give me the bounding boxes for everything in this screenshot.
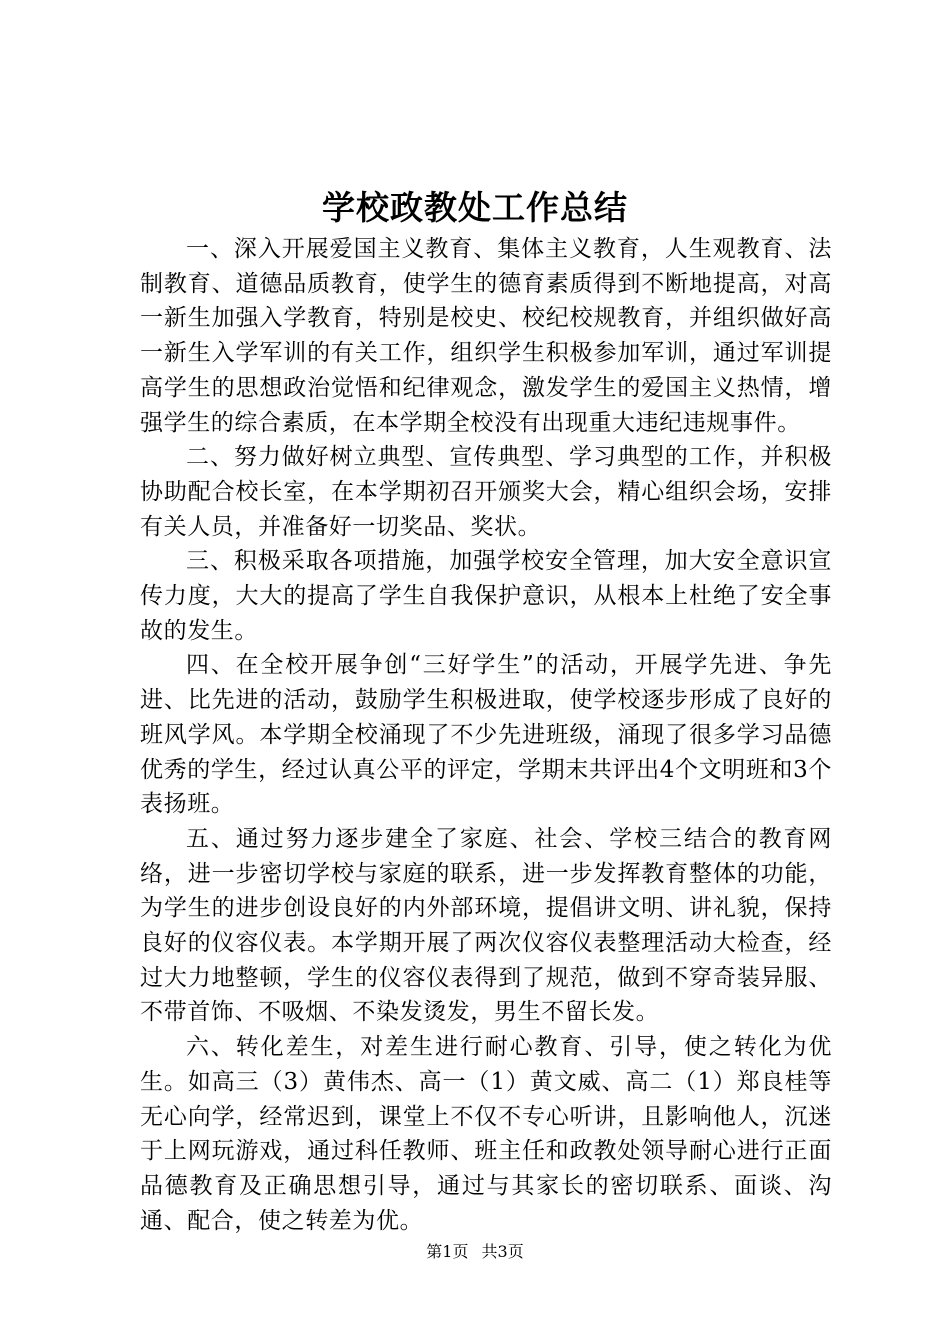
page-total: 共3页: [481, 1242, 524, 1261]
document-body: [140, 232, 832, 1238]
paragraph-4: 四、在全校开展争创“三好学生”的活动，开展学先进、争先进、比先进的活动，鼓励学生积极进取，使学校逐步形成了良好的班风学风。本学期全校涌现了不少先进班级，涌现了很多学习品德优秀的学生，经过认真公平的评定，学期末共评出4个文明班和3个表扬班。: [140, 652, 832, 818]
paragraph-6: 六、转化差生，对差生进行耐心教育、引导，使之转化为优生。如高三（3）黄伟杰、高一（1）黄文威、高二（1）郑良桂等无心向学，经常迟到，课堂上不仅不专心听讲，且影响他人，沉迷于上网玩游戏，通过科任教师、班主任和政教处领导耐心进行正面品德教育及正确思想引导，通过与其家长的密切联系、面谈、沟通、配合，使之转差为优。: [140, 1034, 832, 1234]
paragraph-5: 五、通过努力逐步建全了家庭、社会、学校三结合的教育网络，进一步密切学校与家庭的联系，进一步发挥教育整体的功能，为学生的进步创设良好的内外部环境，提倡讲文明、讲礼貌，保持良好的仪容仪表。本学期开展了两次仪容仪表整理活动大检查，经过大力地整顿，学生的仪容仪表得到了规范，做到不穿奇装异服、不带首饰、不吸烟、不染发烫发，男生不留长发。: [140, 825, 832, 1026]
paragraph-1: 一、深入开展爱国主义教育、集体主义教育，人生观教育、法制教育、道德品质教育，使学生的德育素质得到不断地提高，对高一新生加强入学教育，特别是校史、校纪校规教育，并组织做好高一新生入学军训的有关工作，组织学生积极参加军训，通过军训提高学生的思想政治觉悟和纪律观念，激发学生的爱国主义热情，增强学生的综合素质，在本学期全校没有出现重大违纪违规事件。: [140, 236, 832, 436]
paragraph-2: 二、努力做好树立典型、宣传典型、学习典型的工作，并积极协助配合校长室，在本学期初召开颁奖大会，精心组织会场，安排有关人员，并准备好一切奖品、奖状。: [140, 444, 832, 540]
page-number: 第1页: [426, 1242, 469, 1261]
paragraph-3: 三、积极采取各项措施，加强学校安全管理，加大安全意识宣传力度，大大的提高了学生自我保护意识，从根本上杜绝了安全事故的发生。: [140, 548, 832, 644]
page-footer: [0, 1241, 950, 1263]
page-title: 学校政教处工作总结: [322, 188, 628, 227]
